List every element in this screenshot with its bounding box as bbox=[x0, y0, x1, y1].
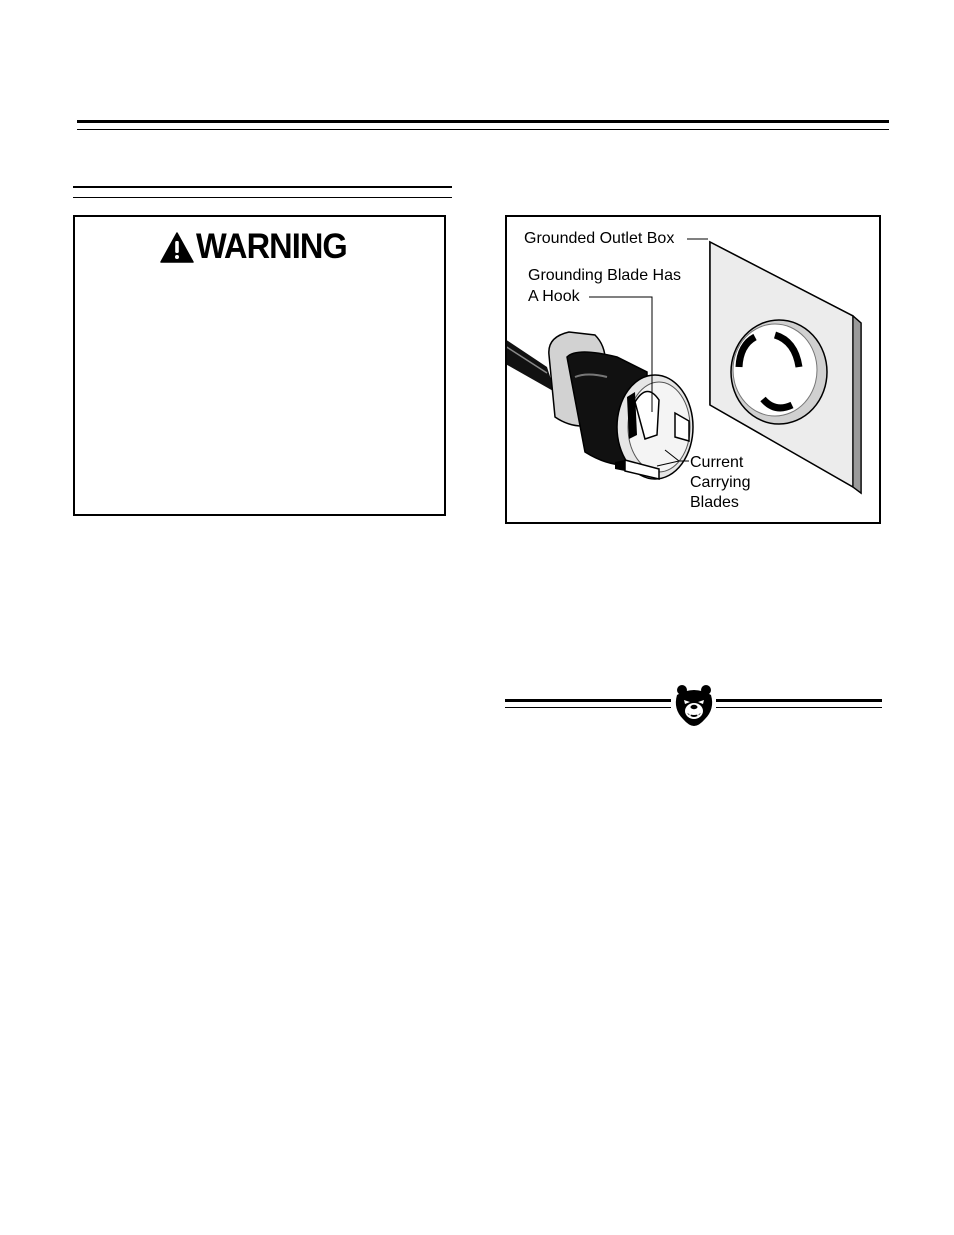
label-current-carrying-line1: Current bbox=[690, 454, 744, 471]
plug-body bbox=[549, 332, 693, 479]
divider-rule-thick-right bbox=[716, 699, 882, 702]
label-grounded-outlet-box: Grounded Outlet Box bbox=[524, 230, 675, 247]
power-cord bbox=[507, 337, 555, 392]
label-current-carrying-line2: Carrying bbox=[690, 474, 751, 491]
warning-triangle-icon bbox=[160, 231, 194, 265]
divider-rule-thin-left bbox=[505, 707, 671, 708]
warning-title: WARNING bbox=[196, 227, 348, 266]
warning-header bbox=[75, 227, 444, 267]
warning-box bbox=[73, 215, 446, 516]
header-rule-thick bbox=[77, 120, 889, 123]
label-grounding-blade-line2: A Hook bbox=[528, 288, 580, 305]
section-rule-thin bbox=[73, 197, 452, 198]
section-rule-thick bbox=[73, 186, 452, 188]
plug-outlet-figure bbox=[505, 215, 881, 524]
receptacle bbox=[731, 320, 827, 424]
label-current-carrying-line3: Blades bbox=[690, 494, 739, 511]
divider-rule-thin-right bbox=[716, 707, 882, 708]
header-rule-thin bbox=[77, 129, 889, 130]
label-grounding-blade-line1: Grounding Blade Has bbox=[528, 267, 681, 284]
divider-rule-thick-left bbox=[505, 699, 671, 702]
bear-head-logo-icon bbox=[673, 683, 715, 727]
